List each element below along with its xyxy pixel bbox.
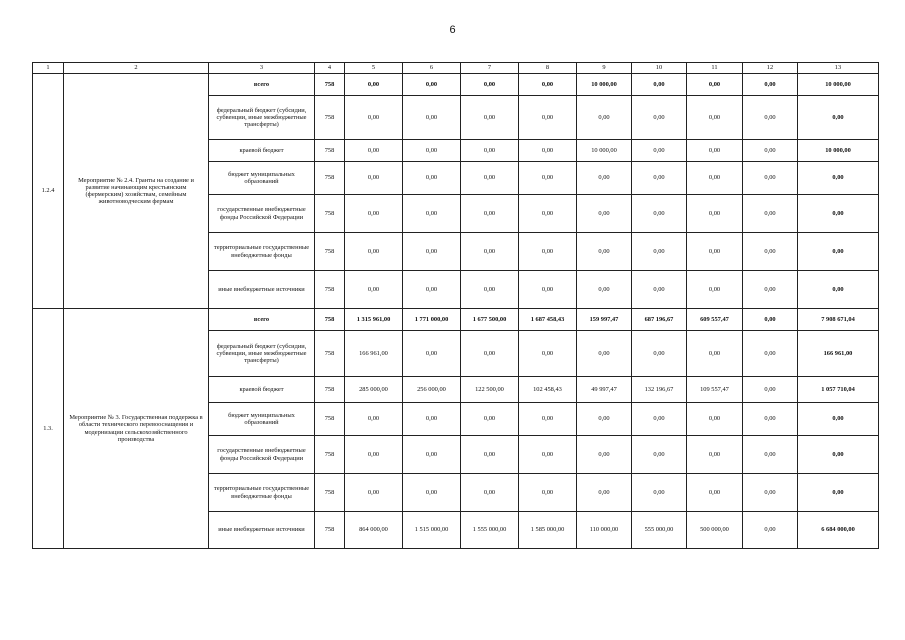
value-cell: 1 687 458,43 [519,309,577,331]
value-cell: 0,00 [632,74,687,96]
value-cell: 0,00 [403,331,461,377]
value-cell: 0,00 [687,331,743,377]
value-cell: 10 000,00 [577,140,632,162]
header-cell: 1 [33,63,64,74]
value-cell: 0,00 [519,233,577,271]
value-cell: 0,00 [345,162,403,195]
grbs-code: 758 [315,436,345,474]
funding-source: территориальные государственные внебюджетные фонды [209,233,315,271]
funding-source: федеральный бюджет (субсидии, субвенции, иные межбюджетные трансферты) [209,96,315,140]
total-cell: 0,00 [798,195,879,233]
value-cell: 0,00 [461,436,519,474]
value-cell: 109 557,47 [687,377,743,403]
value-cell: 110 000,00 [577,512,632,549]
value-cell: 0,00 [345,436,403,474]
funding-source: государственные внебюджетные фонды Российской Федерации [209,436,315,474]
grbs-code: 758 [315,403,345,436]
header-cell: 2 [64,63,209,74]
funding-source: всего [209,309,315,331]
funding-source: территориальные государственные внебюджетные фонды [209,474,315,512]
value-cell: 0,00 [577,195,632,233]
value-cell: 0,00 [345,271,403,309]
total-cell: 6 684 000,00 [798,512,879,549]
value-cell: 0,00 [345,474,403,512]
header-cell: 6 [403,63,461,74]
value-cell: 0,00 [743,512,798,549]
value-cell: 0,00 [687,195,743,233]
value-cell: 0,00 [345,233,403,271]
value-cell: 0,00 [687,233,743,271]
total-cell: 1 057 710,04 [798,377,879,403]
value-cell: 166 961,00 [345,331,403,377]
value-cell: 0,00 [345,140,403,162]
value-cell: 0,00 [687,271,743,309]
value-cell: 0,00 [519,96,577,140]
value-cell: 0,00 [519,436,577,474]
grbs-code: 758 [315,512,345,549]
header-cell: 13 [798,63,879,74]
value-cell: 1 677 500,00 [461,309,519,331]
funding-source: бюджет муниципальных образований [209,162,315,195]
value-cell: 0,00 [461,403,519,436]
value-cell: 0,00 [687,140,743,162]
grbs-code: 758 [315,309,345,331]
value-cell: 0,00 [743,233,798,271]
grbs-code: 758 [315,331,345,377]
budget-table [32,62,879,549]
table-row [33,74,879,96]
grbs-code: 758 [315,162,345,195]
value-cell: 0,00 [743,74,798,96]
value-cell: 0,00 [403,195,461,233]
header-cell: 8 [519,63,577,74]
value-cell: 0,00 [345,403,403,436]
funding-source: краевой бюджет [209,377,315,403]
value-cell: 0,00 [743,309,798,331]
total-cell: 0,00 [798,474,879,512]
value-cell: 0,00 [743,403,798,436]
header-cell: 4 [315,63,345,74]
value-cell: 0,00 [632,233,687,271]
grbs-code: 758 [315,233,345,271]
measure-name: Мероприятие № 2.4. Гранты на создание и развитие начинающим крестьянским (фермерским) хозяйствам, семейным животноводческим фермам [64,74,209,309]
value-cell: 0,00 [403,162,461,195]
header-cell: 11 [687,63,743,74]
value-cell: 0,00 [577,233,632,271]
value-cell: 1 315 961,00 [345,309,403,331]
value-cell: 0,00 [461,474,519,512]
header-cell: 10 [632,63,687,74]
value-cell: 0,00 [519,271,577,309]
value-cell: 0,00 [743,271,798,309]
value-cell: 0,00 [687,403,743,436]
funding-source: всего [209,74,315,96]
value-cell: 102 458,43 [519,377,577,403]
value-cell: 0,00 [743,140,798,162]
value-cell: 0,00 [519,140,577,162]
value-cell: 0,00 [632,474,687,512]
grbs-code: 758 [315,271,345,309]
page-number: 6 [449,24,456,36]
value-cell: 555 000,00 [632,512,687,549]
value-cell: 1 555 000,00 [461,512,519,549]
value-cell: 0,00 [577,331,632,377]
value-cell: 0,00 [461,96,519,140]
value-cell: 0,00 [632,331,687,377]
value-cell: 1 585 000,00 [519,512,577,549]
funding-source: иные внебюджетные источники [209,271,315,309]
value-cell: 122 500,00 [461,377,519,403]
value-cell: 0,00 [743,162,798,195]
measure-code: 1.2.4 [33,74,64,309]
value-cell: 609 557,47 [687,309,743,331]
value-cell: 0,00 [461,140,519,162]
value-cell: 864 000,00 [345,512,403,549]
value-cell: 0,00 [461,331,519,377]
grbs-code: 758 [315,377,345,403]
value-cell: 0,00 [687,162,743,195]
grbs-code: 758 [315,74,345,96]
total-cell: 0,00 [798,271,879,309]
value-cell: 0,00 [743,377,798,403]
value-cell: 0,00 [461,74,519,96]
value-cell: 0,00 [632,195,687,233]
header-cell: 12 [743,63,798,74]
value-cell: 10 000,00 [577,74,632,96]
value-cell: 0,00 [577,474,632,512]
value-cell: 0,00 [687,96,743,140]
value-cell: 0,00 [403,403,461,436]
value-cell: 0,00 [403,140,461,162]
header-row [33,63,879,74]
funding-source: иные внебюджетные источники [209,512,315,549]
total-cell: 0,00 [798,162,879,195]
value-cell: 0,00 [403,233,461,271]
total-cell: 0,00 [798,96,879,140]
value-cell: 0,00 [519,474,577,512]
value-cell: 0,00 [577,271,632,309]
total-cell: 0,00 [798,403,879,436]
measure-code: 1.3. [33,309,64,549]
value-cell: 0,00 [687,74,743,96]
value-cell: 0,00 [345,74,403,96]
total-cell: 166 961,00 [798,331,879,377]
value-cell: 0,00 [519,195,577,233]
value-cell: 0,00 [345,195,403,233]
grbs-code: 758 [315,474,345,512]
value-cell: 0,00 [687,436,743,474]
value-cell: 49 997,47 [577,377,632,403]
total-cell: 10 000,00 [798,74,879,96]
value-cell: 0,00 [577,162,632,195]
value-cell: 0,00 [461,233,519,271]
grbs-code: 758 [315,96,345,140]
value-cell: 159 997,47 [577,309,632,331]
value-cell: 0,00 [519,74,577,96]
value-cell: 0,00 [743,195,798,233]
value-cell: 0,00 [519,403,577,436]
value-cell: 0,00 [519,331,577,377]
value-cell: 0,00 [632,436,687,474]
value-cell: 0,00 [461,162,519,195]
value-cell: 0,00 [577,436,632,474]
value-cell: 256 000,00 [403,377,461,403]
total-cell: 10 000,00 [798,140,879,162]
value-cell: 0,00 [461,271,519,309]
value-cell: 687 196,67 [632,309,687,331]
funding-source: федеральный бюджет (субсидии, субвенции, иные межбюджетные трансферты) [209,331,315,377]
grbs-code: 758 [315,195,345,233]
funding-source: бюджет муниципальных образований [209,403,315,436]
value-cell: 0,00 [743,96,798,140]
value-cell: 0,00 [632,271,687,309]
value-cell: 0,00 [632,403,687,436]
value-cell: 285 000,00 [345,377,403,403]
value-cell: 0,00 [403,436,461,474]
header-cell: 7 [461,63,519,74]
value-cell: 132 196,67 [632,377,687,403]
value-cell: 0,00 [403,271,461,309]
header-cell: 5 [345,63,403,74]
value-cell: 0,00 [687,474,743,512]
value-cell: 0,00 [577,403,632,436]
value-cell: 0,00 [743,331,798,377]
total-cell: 0,00 [798,233,879,271]
value-cell: 0,00 [632,140,687,162]
value-cell: 0,00 [403,96,461,140]
value-cell: 0,00 [632,96,687,140]
value-cell: 0,00 [519,162,577,195]
table-row [33,309,879,331]
value-cell: 0,00 [577,96,632,140]
total-cell: 0,00 [798,436,879,474]
value-cell: 0,00 [403,74,461,96]
value-cell: 0,00 [461,195,519,233]
value-cell: 1 771 000,00 [403,309,461,331]
value-cell: 0,00 [743,436,798,474]
measure-name: Мероприятие № 3. Государственная поддержка в области технического перевооснащения и модернизации сельскохозяйственного производства [64,309,209,549]
total-cell: 7 908 671,04 [798,309,879,331]
funding-source: краевой бюджет [209,140,315,162]
value-cell: 0,00 [345,96,403,140]
grbs-code: 758 [315,140,345,162]
value-cell: 0,00 [403,474,461,512]
value-cell: 0,00 [632,162,687,195]
value-cell: 0,00 [743,474,798,512]
header-cell: 3 [209,63,315,74]
header-cell: 9 [577,63,632,74]
funding-source: государственные внебюджетные фонды Российской Федерации [209,195,315,233]
value-cell: 500 000,00 [687,512,743,549]
value-cell: 1 515 000,00 [403,512,461,549]
